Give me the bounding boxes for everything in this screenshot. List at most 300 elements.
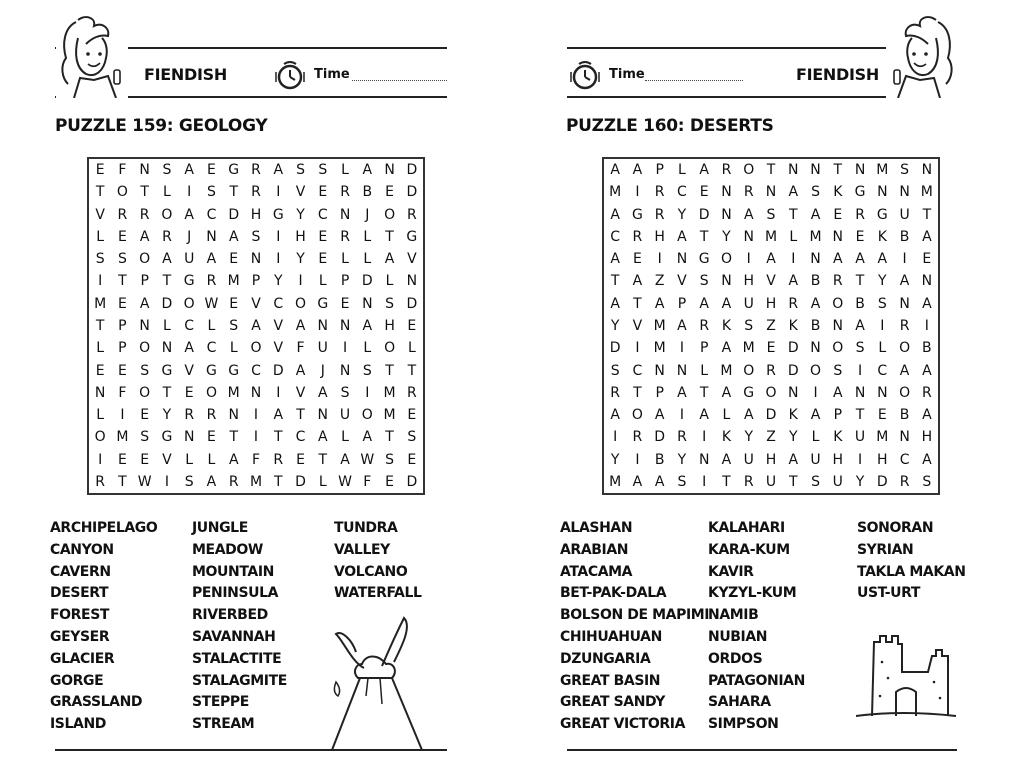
grid-cell[interactable]: M [920,184,933,201]
grid-cell[interactable]: E [766,340,776,357]
grid-cell[interactable]: H [765,295,777,312]
grid-cell[interactable]: R [699,317,710,334]
grid-cell[interactable]: A [743,206,754,223]
grid-cell[interactable]: R [632,429,643,446]
grid-cell[interactable]: T [833,162,843,179]
grid-cell[interactable]: C [877,362,888,379]
grid-cell[interactable]: E [699,184,709,201]
grid-cell[interactable]: Y [296,206,305,223]
grid-cell[interactable]: N [788,162,799,179]
grid-cell[interactable]: B [855,295,865,312]
grid-cell[interactable]: K [877,228,887,245]
grid-cell[interactable]: Y [677,206,687,223]
grid-cell[interactable]: V [632,317,643,334]
grid-cell[interactable]: D [161,295,173,312]
grid-cell[interactable]: A [788,184,799,201]
grid-cell[interactable]: M [94,295,107,312]
grid-cell[interactable]: D [876,473,888,490]
grid-cell[interactable]: E [318,228,328,245]
grid-cell[interactable]: O [183,295,195,312]
grid-cell[interactable]: T [273,429,283,446]
grid-cell[interactable]: R [251,184,261,201]
grid-cell[interactable]: I [276,384,281,401]
grid-cell[interactable]: R [95,473,105,490]
grid-cell[interactable]: T [633,384,642,401]
grid-cell[interactable]: M [742,340,755,357]
grid-cell[interactable]: F [363,473,372,490]
grid-cell[interactable]: A [721,384,732,401]
grid-cell[interactable]: M [116,429,129,446]
grid-cell[interactable]: I [98,273,103,290]
grid-cell[interactable]: J [365,206,370,223]
grid-cell[interactable]: T [855,407,865,424]
grid-cell[interactable]: A [810,206,821,223]
grid-cell[interactable]: M [383,407,396,424]
grid-cell[interactable]: T [722,473,731,490]
grid-cell[interactable]: S [833,362,843,379]
grid-cell[interactable]: O [384,206,396,223]
grid-cell[interactable]: A [699,162,709,179]
grid-cell[interactable]: A [295,317,306,334]
grid-cell[interactable]: A [228,451,239,468]
grid-cell[interactable]: L [722,407,731,424]
grid-cell[interactable]: A [362,317,373,334]
grid-cell[interactable]: A [899,273,910,290]
grid-cell[interactable]: T [95,317,105,334]
grid-cell[interactable]: S [385,295,395,312]
grid-cell[interactable]: R [788,295,799,312]
grid-cell[interactable]: G [183,273,195,290]
grid-cell[interactable]: R [340,184,350,201]
grid-cell[interactable]: P [655,384,664,401]
grid-cell[interactable]: H [654,228,665,245]
grid-cell[interactable]: I [791,251,796,268]
grid-cell[interactable]: E [877,407,887,424]
grid-cell[interactable]: O [743,362,755,379]
grid-cell[interactable]: A [228,228,239,245]
grid-cell[interactable]: A [610,206,620,223]
grid-cell[interactable]: O [832,295,844,312]
grid-cell[interactable]: D [406,184,418,201]
grid-cell[interactable]: R [766,362,776,379]
grid-cell[interactable]: A [833,384,843,401]
grid-cell[interactable]: I [902,251,907,268]
grid-cell[interactable]: A [677,317,687,334]
grid-cell[interactable]: P [251,273,261,290]
grid-cell[interactable]: R [632,228,643,245]
grid-cell[interactable]: A [184,162,194,179]
grid-cell[interactable]: E [184,384,194,401]
grid-cell[interactable]: O [205,384,217,401]
grid-cell[interactable]: E [296,451,305,468]
grid-cell[interactable]: N [721,273,732,290]
grid-cell[interactable]: A [899,362,910,379]
grid-cell[interactable]: E [922,251,932,268]
grid-cell[interactable]: Y [855,473,865,490]
grid-cell[interactable]: A [273,162,284,179]
grid-cell[interactable]: R [899,473,910,490]
grid-cell[interactable]: E [140,451,150,468]
grid-cell[interactable]: O [631,407,643,424]
grid-cell[interactable]: O [899,384,911,401]
grid-cell[interactable]: P [140,273,149,290]
grid-cell[interactable]: E [117,228,127,245]
grid-cell[interactable]: N [743,228,754,245]
grid-cell[interactable]: N [228,407,239,424]
grid-cell[interactable]: W [137,473,152,490]
grid-cell[interactable]: L [678,162,686,179]
grid-cell[interactable]: R [921,384,932,401]
grid-cell[interactable]: S [699,273,709,290]
grid-cell[interactable]: A [721,340,732,357]
grid-cell[interactable]: N [250,384,262,401]
grid-cell[interactable]: A [654,473,665,490]
grid-cell[interactable]: S [318,162,328,179]
grid-cell[interactable]: A [184,206,194,223]
grid-cell[interactable]: V [184,362,194,379]
grid-cell[interactable]: V [251,295,261,312]
grid-cell[interactable]: S [922,473,932,490]
grid-cell[interactable]: Y [162,407,172,424]
grid-cell[interactable]: E [117,362,127,379]
grid-cell[interactable]: V [273,317,284,334]
grid-cell[interactable]: B [654,451,665,468]
grid-cell[interactable]: I [298,273,303,290]
grid-cell[interactable]: A [721,451,732,468]
grid-cell[interactable]: D [361,273,373,290]
grid-cell[interactable]: L [811,429,820,446]
grid-cell[interactable]: L [185,451,194,468]
grid-cell[interactable]: S [385,451,395,468]
grid-cell[interactable]: E [385,184,395,201]
grid-cell[interactable]: A [318,429,328,446]
grid-cell[interactable]: K [721,317,732,334]
grid-cell[interactable]: N [339,206,351,223]
grid-cell[interactable]: O [832,340,844,357]
grid-cell[interactable]: I [857,451,863,468]
grid-cell[interactable]: A [922,451,932,468]
grid-cell[interactable]: B [810,317,821,334]
grid-cell[interactable]: Y [296,251,305,268]
grid-cell[interactable]: O [361,407,373,424]
grid-cell[interactable]: G [854,184,866,201]
grid-cell[interactable]: G [876,206,888,223]
grid-cell[interactable]: C [317,206,328,223]
grid-cell[interactable]: L [385,273,394,290]
grid-cell[interactable]: R [743,473,754,490]
grid-cell[interactable]: R [654,184,665,201]
grid-cell[interactable]: N [183,429,195,446]
grid-cell[interactable]: E [318,251,328,268]
grid-cell[interactable]: N [139,317,150,334]
grid-cell[interactable]: N [765,184,777,201]
grid-cell[interactable]: L [207,317,216,334]
grid-cell[interactable]: O [139,251,151,268]
grid-cell[interactable]: O [720,251,732,268]
grid-cell[interactable]: N [317,317,329,334]
grid-cell[interactable]: D [295,473,306,490]
grid-cell[interactable]: I [120,407,125,424]
grid-cell[interactable]: C [184,317,195,334]
grid-cell[interactable]: N [854,384,866,401]
grid-cell[interactable]: S [140,429,150,446]
grid-cell[interactable]: R [406,384,417,401]
grid-cell[interactable]: L [163,317,171,334]
grid-cell[interactable]: A [855,251,865,268]
grid-cell[interactable]: A [677,228,687,245]
grid-cell[interactable]: T [633,295,642,312]
grid-cell[interactable]: V [677,273,687,290]
grid-cell[interactable]: S [95,251,105,268]
grid-cell[interactable]: N [921,162,933,179]
grid-cell[interactable]: M [764,228,778,245]
grid-cell[interactable]: E [855,228,865,245]
grid-cell[interactable]: A [362,429,373,446]
grid-cell[interactable]: A [139,295,150,312]
grid-cell[interactable]: C [206,206,217,223]
grid-cell[interactable]: L [96,340,105,357]
grid-cell[interactable]: P [118,317,127,334]
grid-cell[interactable]: A [788,451,799,468]
grid-cell[interactable]: H [877,451,888,468]
grid-cell[interactable]: N [721,184,732,201]
grid-cell[interactable]: U [899,206,910,223]
grid-cell[interactable]: F [118,162,127,179]
grid-cell[interactable]: H [250,206,262,223]
grid-cell[interactable]: D [406,473,418,490]
grid-cell[interactable]: S [162,162,172,179]
grid-cell[interactable]: G [161,429,173,446]
grid-cell[interactable]: N [921,273,933,290]
grid-cell[interactable]: N [899,429,910,446]
grid-cell[interactable]: A [139,228,150,245]
grid-cell[interactable]: N [206,228,217,245]
grid-cell[interactable]: E [318,184,328,201]
time-entry-line[interactable] [352,80,447,81]
grid-cell[interactable]: A [610,251,620,268]
grid-cell[interactable]: I [657,251,662,268]
grid-cell[interactable]: S [744,317,754,334]
grid-cell[interactable]: S [900,162,910,179]
grid-cell[interactable]: T [118,273,127,290]
grid-cell[interactable]: S [855,340,865,357]
grid-cell[interactable]: O [161,206,173,223]
grid-cell[interactable]: U [810,451,821,468]
grid-cell[interactable]: A [677,384,687,401]
grid-cell[interactable]: Y [744,429,753,446]
grid-cell[interactable]: I [253,407,259,424]
grid-cell[interactable]: R [273,451,284,468]
grid-cell[interactable]: A [610,162,620,179]
grid-cell[interactable]: I [813,384,818,401]
grid-cell[interactable]: B [922,340,932,357]
grid-cell[interactable]: F [118,384,127,401]
grid-cell[interactable]: O [116,184,128,201]
grid-cell[interactable]: N [94,384,106,401]
grid-cell[interactable]: S [117,251,127,268]
grid-cell[interactable]: G [406,228,418,245]
grid-cell[interactable]: A [743,407,754,424]
grid-cell[interactable]: N [899,295,910,312]
grid-cell[interactable]: L [229,340,238,357]
grid-cell[interactable]: G [272,206,284,223]
grid-cell[interactable]: V [95,206,105,223]
grid-cell[interactable]: T [922,206,932,223]
grid-cell[interactable]: A [699,407,709,424]
grid-cell[interactable]: V [766,273,776,290]
grid-cell[interactable]: L [363,340,372,357]
grid-cell[interactable]: L [318,273,327,290]
grid-cell[interactable]: B [899,228,910,245]
grid-cell[interactable]: L [96,407,105,424]
grid-cell[interactable]: R [654,206,665,223]
grid-cell[interactable]: U [317,340,328,357]
grid-cell[interactable]: I [635,184,640,201]
grid-cell[interactable]: K [833,429,843,446]
grid-cell[interactable]: R [855,206,865,223]
grid-cell[interactable]: G [228,362,240,379]
grid-cell[interactable]: D [406,295,418,312]
grid-cell[interactable]: S [610,362,620,379]
grid-cell[interactable]: A [922,362,932,379]
grid-cell[interactable]: I [276,184,281,201]
grid-cell[interactable]: N [899,184,910,201]
grid-cell[interactable]: A [632,162,643,179]
grid-cell[interactable]: I [98,451,103,468]
grid-cell[interactable]: R [677,429,687,446]
grid-cell[interactable]: N [362,295,373,312]
grid-cell[interactable]: L [341,251,349,268]
grid-cell[interactable]: A [877,251,888,268]
grid-cell[interactable]: L [96,228,105,245]
grid-cell[interactable]: N [317,407,329,424]
grid-cell[interactable]: Y [610,317,620,334]
grid-cell[interactable]: I [679,407,684,424]
grid-cell[interactable]: E [407,407,417,424]
grid-cell[interactable]: M [609,184,622,201]
grid-cell[interactable]: D [765,407,777,424]
grid-cell[interactable]: N [721,206,732,223]
grid-cell[interactable]: N [877,384,888,401]
grid-cell[interactable]: I [880,317,885,334]
grid-cell[interactable]: T [407,362,417,379]
grid-cell[interactable]: M [876,162,889,179]
grid-cell[interactable]: Y [273,273,283,290]
grid-cell[interactable]: M [653,317,666,334]
grid-cell[interactable]: P [655,162,664,179]
grid-cell[interactable]: L [163,184,171,201]
grid-cell[interactable]: A [654,407,665,424]
grid-cell[interactable]: O [94,429,106,446]
grid-cell[interactable]: E [385,473,395,490]
grid-cell[interactable]: N [676,362,688,379]
grid-cell[interactable]: G [743,384,755,401]
grid-cell[interactable]: R [610,384,620,401]
grid-cell[interactable]: T [699,384,709,401]
grid-cell[interactable]: M [227,384,240,401]
grid-cell[interactable]: U [832,473,843,490]
grid-cell[interactable]: O [139,340,151,357]
grid-cell[interactable]: T [385,228,394,245]
grid-cell[interactable]: T [699,228,709,245]
grid-cell[interactable]: I [746,251,751,268]
grid-cell[interactable]: R [899,317,910,334]
grid-cell[interactable]: I [924,317,929,334]
grid-cell[interactable]: S [811,473,820,490]
grid-cell[interactable]: C [632,362,643,379]
grid-cell[interactable]: M [653,340,666,357]
grid-cell[interactable]: N [698,451,710,468]
grid-cell[interactable]: R [743,184,754,201]
grid-cell[interactable]: S [296,162,305,179]
grid-cell[interactable]: N [854,162,866,179]
grid-cell[interactable]: Y [788,429,798,446]
grid-cell[interactable]: I [365,384,370,401]
grid-cell[interactable]: A [184,340,194,357]
grid-cell[interactable]: Z [766,429,776,446]
grid-cell[interactable]: K [788,407,798,424]
grid-cell[interactable]: E [229,251,239,268]
grid-cell[interactable]: N [832,317,844,334]
grid-cell[interactable]: A [610,407,620,424]
grid-cell[interactable]: N [654,362,665,379]
grid-cell[interactable]: A [318,384,328,401]
grid-cell[interactable]: P [118,340,127,357]
grid-cell[interactable]: Z [766,317,776,334]
grid-cell[interactable]: A [632,473,643,490]
grid-cell[interactable]: D [609,340,621,357]
grid-cell[interactable]: F [296,340,305,357]
grid-cell[interactable]: S [677,473,687,490]
grid-cell[interactable]: O [384,340,396,357]
grid-cell[interactable]: I [276,228,281,245]
grid-cell[interactable]: S [140,362,150,379]
grid-cell[interactable]: I [857,362,863,379]
grid-cell[interactable]: O [250,340,262,357]
grid-cell[interactable]: E [407,317,417,334]
grid-cell[interactable]: T [855,273,865,290]
grid-cell[interactable]: D [787,340,799,357]
grid-cell[interactable]: L [700,362,709,379]
grid-cell[interactable]: M [249,473,263,490]
grid-cell[interactable]: P [699,340,709,357]
grid-cell[interactable]: I [635,451,640,468]
grid-cell[interactable]: R [251,162,261,179]
grid-cell[interactable]: I [679,340,684,357]
grid-cell[interactable]: L [407,340,416,357]
grid-cell[interactable]: V [162,451,172,468]
grid-cell[interactable]: A [162,251,172,268]
grid-cell[interactable]: Y [677,451,687,468]
grid-cell[interactable]: E [229,295,239,312]
grid-cell[interactable]: W [204,295,219,312]
grid-cell[interactable]: S [877,295,887,312]
grid-cell[interactable]: A [654,295,665,312]
grid-cell[interactable]: R [184,407,195,424]
grid-cell[interactable]: U [743,295,754,312]
grid-cell[interactable]: Z [654,273,665,290]
grid-cell[interactable]: C [206,340,217,357]
grid-cell[interactable]: V [273,340,284,357]
grid-cell[interactable]: O [765,384,777,401]
grid-cell[interactable]: J [320,362,325,379]
grid-cell[interactable]: N [810,251,821,268]
grid-cell[interactable]: R [340,228,350,245]
grid-cell[interactable]: L [318,473,327,490]
grid-cell[interactable]: L [363,251,372,268]
grid-cell[interactable]: A [251,317,261,334]
grid-cell[interactable]: O [743,162,755,179]
